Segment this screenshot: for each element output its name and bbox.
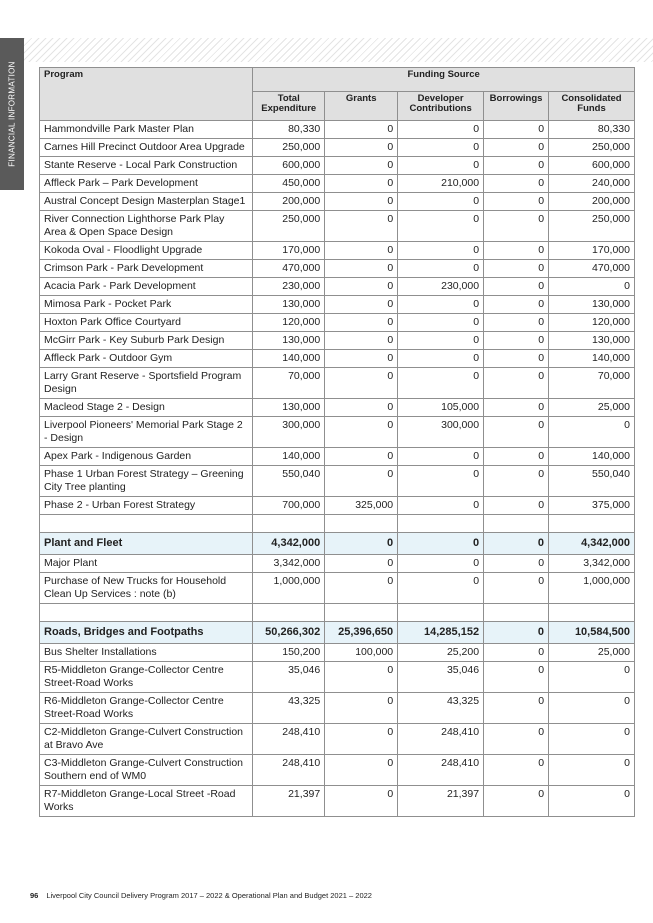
program-name-cell: R7-Middleton Grange-Local Street -Road Works bbox=[40, 786, 253, 817]
total-expenditure-cell: 80,330 bbox=[253, 121, 325, 139]
developer-contributions-cell: 0 bbox=[398, 332, 484, 350]
consolidated-funds-cell: 550,040 bbox=[549, 466, 635, 497]
program-name-cell: McGirr Park - Key Suburb Park Design bbox=[40, 332, 253, 350]
section-row bbox=[40, 533, 635, 555]
total-expenditure-cell: 1,000,000 bbox=[253, 573, 325, 604]
developer-contributions-cell: 0 bbox=[398, 368, 484, 399]
consolidated-funds-cell: 0 bbox=[549, 693, 635, 724]
consolidated-funds-cell: 10,584,500 bbox=[549, 622, 635, 644]
col-header-consolidated-funds: Consolidated Funds bbox=[549, 92, 635, 121]
total-expenditure-cell: 70,000 bbox=[253, 368, 325, 399]
grants-cell: 0 bbox=[325, 724, 398, 755]
table-row bbox=[40, 175, 635, 193]
total-expenditure-cell: 250,000 bbox=[253, 211, 325, 242]
grants-cell: 0 bbox=[325, 157, 398, 175]
program-name-cell: Kokoda Oval - Floodlight Upgrade bbox=[40, 242, 253, 260]
col-header-developer-contributions: Developer Contributions bbox=[398, 92, 484, 121]
developer-contributions-cell: 0 bbox=[398, 448, 484, 466]
empty-cell bbox=[325, 515, 398, 533]
grants-cell: 0 bbox=[325, 260, 398, 278]
total-expenditure-cell: 250,000 bbox=[253, 139, 325, 157]
consolidated-funds-cell: 0 bbox=[549, 724, 635, 755]
grants-cell: 0 bbox=[325, 786, 398, 817]
borrowings-cell: 0 bbox=[484, 644, 549, 662]
developer-contributions-cell: 0 bbox=[398, 193, 484, 211]
consolidated-funds-cell: 25,000 bbox=[549, 399, 635, 417]
grants-cell: 0 bbox=[325, 448, 398, 466]
grants-cell: 0 bbox=[325, 314, 398, 332]
grants-cell: 0 bbox=[325, 278, 398, 296]
developer-contributions-cell: 230,000 bbox=[398, 278, 484, 296]
grants-cell: 0 bbox=[325, 350, 398, 368]
table-row bbox=[40, 368, 635, 399]
developer-contributions-cell: 43,325 bbox=[398, 693, 484, 724]
table-row bbox=[40, 139, 635, 157]
program-name-cell: Apex Park - Indigenous Garden bbox=[40, 448, 253, 466]
consolidated-funds-cell: 120,000 bbox=[549, 314, 635, 332]
developer-contributions-cell: 0 bbox=[398, 497, 484, 515]
borrowings-cell: 0 bbox=[484, 139, 549, 157]
borrowings-cell: 0 bbox=[484, 662, 549, 693]
developer-contributions-cell: 0 bbox=[398, 157, 484, 175]
empty-cell bbox=[253, 515, 325, 533]
consolidated-funds-cell: 25,000 bbox=[549, 644, 635, 662]
consolidated-funds-cell: 1,000,000 bbox=[549, 573, 635, 604]
consolidated-funds-cell: 4,342,000 bbox=[549, 533, 635, 555]
program-name-cell: Acacia Park - Park Development bbox=[40, 278, 253, 296]
total-expenditure-cell: 600,000 bbox=[253, 157, 325, 175]
col-header-grants: Grants bbox=[325, 92, 398, 121]
table-row bbox=[40, 193, 635, 211]
consolidated-funds-cell: 3,342,000 bbox=[549, 555, 635, 573]
developer-contributions-cell: 0 bbox=[398, 296, 484, 314]
total-expenditure-cell: 150,200 bbox=[253, 644, 325, 662]
grants-cell: 0 bbox=[325, 533, 398, 555]
consolidated-funds-cell: 250,000 bbox=[549, 211, 635, 242]
table-row bbox=[40, 555, 635, 573]
developer-contributions-cell: 210,000 bbox=[398, 175, 484, 193]
program-name-cell: C3-Middleton Grange-Culvert Construction Southern end of WM0 bbox=[40, 755, 253, 786]
total-expenditure-cell: 3,342,000 bbox=[253, 555, 325, 573]
program-header: Program bbox=[40, 68, 253, 121]
program-name-cell: C2-Middleton Grange-Culvert Construction at Bravo Ave bbox=[40, 724, 253, 755]
footer-title: Liverpool City Council Delivery Program 2017 – 2022 & Operational Plan and Budget 2021 – 2022 bbox=[46, 891, 372, 900]
total-expenditure-cell: 140,000 bbox=[253, 350, 325, 368]
developer-contributions-cell: 21,397 bbox=[398, 786, 484, 817]
grants-cell: 0 bbox=[325, 693, 398, 724]
program-name-cell: Larry Grant Reserve - Sportsfield Program Design bbox=[40, 368, 253, 399]
total-expenditure-cell: 120,000 bbox=[253, 314, 325, 332]
total-expenditure-cell: 248,410 bbox=[253, 724, 325, 755]
table-row bbox=[40, 157, 635, 175]
table-row bbox=[40, 399, 635, 417]
grants-cell: 0 bbox=[325, 175, 398, 193]
borrowings-cell: 0 bbox=[484, 278, 549, 296]
developer-contributions-cell: 0 bbox=[398, 350, 484, 368]
borrowings-cell: 0 bbox=[484, 399, 549, 417]
borrowings-cell: 0 bbox=[484, 786, 549, 817]
col-header-borrowings: Borrowings bbox=[484, 92, 549, 121]
borrowings-cell: 0 bbox=[484, 622, 549, 644]
funding-source-header: Funding Source bbox=[253, 68, 635, 92]
table-row bbox=[40, 350, 635, 368]
consolidated-funds-cell: 0 bbox=[549, 786, 635, 817]
consolidated-funds-cell: 170,000 bbox=[549, 242, 635, 260]
developer-contributions-cell: 248,410 bbox=[398, 724, 484, 755]
total-expenditure-cell: 470,000 bbox=[253, 260, 325, 278]
total-expenditure-cell: 248,410 bbox=[253, 755, 325, 786]
program-name-cell: Phase 1 Urban Forest Strategy – Greening City Tree planting bbox=[40, 466, 253, 497]
table-row bbox=[40, 724, 635, 755]
program-name-cell: Affleck Park - Outdoor Gym bbox=[40, 350, 253, 368]
total-expenditure-cell: 130,000 bbox=[253, 399, 325, 417]
grants-cell: 0 bbox=[325, 211, 398, 242]
developer-contributions-cell: 105,000 bbox=[398, 399, 484, 417]
funding-table bbox=[39, 67, 635, 817]
total-expenditure-cell: 21,397 bbox=[253, 786, 325, 817]
borrowings-cell: 0 bbox=[484, 260, 549, 278]
program-name-cell: Affleck Park – Park Development bbox=[40, 175, 253, 193]
developer-contributions-cell: 0 bbox=[398, 139, 484, 157]
consolidated-funds-cell: 70,000 bbox=[549, 368, 635, 399]
borrowings-cell: 0 bbox=[484, 211, 549, 242]
table-row bbox=[40, 755, 635, 786]
section-row bbox=[40, 622, 635, 644]
grants-cell: 25,396,650 bbox=[325, 622, 398, 644]
program-name-cell: Major Plant bbox=[40, 555, 253, 573]
section-side-tab bbox=[0, 38, 24, 190]
consolidated-funds-cell: 140,000 bbox=[549, 350, 635, 368]
table-row bbox=[40, 314, 635, 332]
grants-cell: 325,000 bbox=[325, 497, 398, 515]
grants-cell: 0 bbox=[325, 193, 398, 211]
program-name-cell: R6-Middleton Grange-Collector Centre Street-Road Works bbox=[40, 693, 253, 724]
consolidated-funds-cell: 130,000 bbox=[549, 296, 635, 314]
developer-contributions-cell: 0 bbox=[398, 573, 484, 604]
developer-contributions-cell: 0 bbox=[398, 555, 484, 573]
program-name-cell: Crimson Park - Park Development bbox=[40, 260, 253, 278]
consolidated-funds-cell: 140,000 bbox=[549, 448, 635, 466]
grants-cell: 0 bbox=[325, 399, 398, 417]
grants-cell: 0 bbox=[325, 555, 398, 573]
spacer-row bbox=[40, 604, 635, 622]
developer-contributions-cell: 25,200 bbox=[398, 644, 484, 662]
program-name-cell: Mimosa Park - Pocket Park bbox=[40, 296, 253, 314]
program-name-cell: Carnes Hill Precinct Outdoor Area Upgrade bbox=[40, 139, 253, 157]
consolidated-funds-cell: 250,000 bbox=[549, 139, 635, 157]
developer-contributions-cell: 0 bbox=[398, 211, 484, 242]
total-expenditure-cell: 4,342,000 bbox=[253, 533, 325, 555]
program-name-cell: Bus Shelter Installations bbox=[40, 644, 253, 662]
grants-cell: 0 bbox=[325, 368, 398, 399]
program-name-cell: River Connection Lighthorse Park Play Area & Open Space Design bbox=[40, 211, 253, 242]
borrowings-cell: 0 bbox=[484, 417, 549, 448]
program-name-cell: Hammondville Park Master Plan bbox=[40, 121, 253, 139]
borrowings-cell: 0 bbox=[484, 466, 549, 497]
table-row bbox=[40, 211, 635, 242]
empty-cell bbox=[549, 515, 635, 533]
page-number: 96 bbox=[30, 891, 39, 900]
consolidated-funds-cell: 375,000 bbox=[549, 497, 635, 515]
empty-cell bbox=[253, 604, 325, 622]
consolidated-funds-cell: 0 bbox=[549, 278, 635, 296]
borrowings-cell: 0 bbox=[484, 175, 549, 193]
table-row bbox=[40, 662, 635, 693]
program-name-cell: Stante Reserve - Local Park Construction bbox=[40, 157, 253, 175]
table-row bbox=[40, 417, 635, 448]
developer-contributions-cell: 0 bbox=[398, 314, 484, 332]
table-row bbox=[40, 644, 635, 662]
program-name-cell: Liverpool Pioneers' Memorial Park Stage 2 - Design bbox=[40, 417, 253, 448]
total-expenditure-cell: 140,000 bbox=[253, 448, 325, 466]
page-footer bbox=[30, 891, 372, 900]
developer-contributions-cell: 0 bbox=[398, 533, 484, 555]
empty-cell bbox=[484, 604, 549, 622]
grants-cell: 0 bbox=[325, 417, 398, 448]
borrowings-cell: 0 bbox=[484, 332, 549, 350]
borrowings-cell: 0 bbox=[484, 368, 549, 399]
table-row bbox=[40, 121, 635, 139]
empty-cell bbox=[40, 604, 253, 622]
table-row bbox=[40, 466, 635, 497]
table-row bbox=[40, 448, 635, 466]
table-row bbox=[40, 573, 635, 604]
table-row bbox=[40, 693, 635, 724]
program-name-cell: Purchase of New Trucks for Household Clean Up Services : note (b) bbox=[40, 573, 253, 604]
grants-cell: 0 bbox=[325, 573, 398, 604]
consolidated-funds-cell: 200,000 bbox=[549, 193, 635, 211]
borrowings-cell: 0 bbox=[484, 314, 549, 332]
program-name-cell: Austral Concept Design Masterplan Stage1 bbox=[40, 193, 253, 211]
grants-cell: 0 bbox=[325, 139, 398, 157]
program-name-cell: R5-Middleton Grange-Collector Centre Street-Road Works bbox=[40, 662, 253, 693]
total-expenditure-cell: 300,000 bbox=[253, 417, 325, 448]
consolidated-funds-cell: 0 bbox=[549, 755, 635, 786]
borrowings-cell: 0 bbox=[484, 693, 549, 724]
grants-cell: 0 bbox=[325, 121, 398, 139]
grants-cell: 0 bbox=[325, 755, 398, 786]
developer-contributions-cell: 0 bbox=[398, 121, 484, 139]
spacer-row bbox=[40, 515, 635, 533]
grants-cell: 0 bbox=[325, 332, 398, 350]
borrowings-cell: 0 bbox=[484, 157, 549, 175]
program-name-cell: Macleod Stage 2 - Design bbox=[40, 399, 253, 417]
borrowings-cell: 0 bbox=[484, 497, 549, 515]
developer-contributions-cell: 0 bbox=[398, 242, 484, 260]
program-name-cell: Plant and Fleet bbox=[40, 533, 253, 555]
developer-contributions-cell: 0 bbox=[398, 466, 484, 497]
grants-cell: 100,000 bbox=[325, 644, 398, 662]
borrowings-cell: 0 bbox=[484, 724, 549, 755]
borrowings-cell: 0 bbox=[484, 755, 549, 786]
side-tab-label: FINANCIAL INFORMATION bbox=[7, 61, 17, 167]
developer-contributions-cell: 35,046 bbox=[398, 662, 484, 693]
total-expenditure-cell: 700,000 bbox=[253, 497, 325, 515]
borrowings-cell: 0 bbox=[484, 121, 549, 139]
table-row bbox=[40, 260, 635, 278]
borrowings-cell: 0 bbox=[484, 533, 549, 555]
program-name-cell: Phase 2 - Urban Forest Strategy bbox=[40, 497, 253, 515]
table-row bbox=[40, 786, 635, 817]
empty-cell bbox=[484, 515, 549, 533]
borrowings-cell: 0 bbox=[484, 242, 549, 260]
developer-contributions-cell: 14,285,152 bbox=[398, 622, 484, 644]
borrowings-cell: 0 bbox=[484, 448, 549, 466]
borrowings-cell: 0 bbox=[484, 193, 549, 211]
col-header-total-expenditure: Total Expenditure bbox=[253, 92, 325, 121]
total-expenditure-cell: 130,000 bbox=[253, 296, 325, 314]
table-row bbox=[40, 497, 635, 515]
grants-cell: 0 bbox=[325, 296, 398, 314]
developer-contributions-cell: 300,000 bbox=[398, 417, 484, 448]
total-expenditure-cell: 130,000 bbox=[253, 332, 325, 350]
table-row bbox=[40, 296, 635, 314]
grants-cell: 0 bbox=[325, 662, 398, 693]
consolidated-funds-cell: 80,330 bbox=[549, 121, 635, 139]
total-expenditure-cell: 35,046 bbox=[253, 662, 325, 693]
grants-cell: 0 bbox=[325, 466, 398, 497]
total-expenditure-cell: 50,266,302 bbox=[253, 622, 325, 644]
program-name-cell: Hoxton Park Office Courtyard bbox=[40, 314, 253, 332]
empty-cell bbox=[398, 604, 484, 622]
consolidated-funds-cell: 600,000 bbox=[549, 157, 635, 175]
total-expenditure-cell: 450,000 bbox=[253, 175, 325, 193]
borrowings-cell: 0 bbox=[484, 573, 549, 604]
borrowings-cell: 0 bbox=[484, 350, 549, 368]
empty-cell bbox=[40, 515, 253, 533]
consolidated-funds-cell: 240,000 bbox=[549, 175, 635, 193]
total-expenditure-cell: 200,000 bbox=[253, 193, 325, 211]
header-hatch-band bbox=[24, 38, 653, 62]
consolidated-funds-cell: 130,000 bbox=[549, 332, 635, 350]
borrowings-cell: 0 bbox=[484, 296, 549, 314]
table-row bbox=[40, 242, 635, 260]
consolidated-funds-cell: 470,000 bbox=[549, 260, 635, 278]
consolidated-funds-cell: 0 bbox=[549, 662, 635, 693]
total-expenditure-cell: 550,040 bbox=[253, 466, 325, 497]
program-name-cell: Roads, Bridges and Footpaths bbox=[40, 622, 253, 644]
total-expenditure-cell: 43,325 bbox=[253, 693, 325, 724]
developer-contributions-cell: 248,410 bbox=[398, 755, 484, 786]
developer-contributions-cell: 0 bbox=[398, 260, 484, 278]
grants-cell: 0 bbox=[325, 242, 398, 260]
consolidated-funds-cell: 0 bbox=[549, 417, 635, 448]
total-expenditure-cell: 170,000 bbox=[253, 242, 325, 260]
table-body bbox=[40, 121, 635, 817]
empty-cell bbox=[325, 604, 398, 622]
empty-cell bbox=[398, 515, 484, 533]
table-row bbox=[40, 278, 635, 296]
table-row bbox=[40, 332, 635, 350]
borrowings-cell: 0 bbox=[484, 555, 549, 573]
total-expenditure-cell: 230,000 bbox=[253, 278, 325, 296]
empty-cell bbox=[549, 604, 635, 622]
